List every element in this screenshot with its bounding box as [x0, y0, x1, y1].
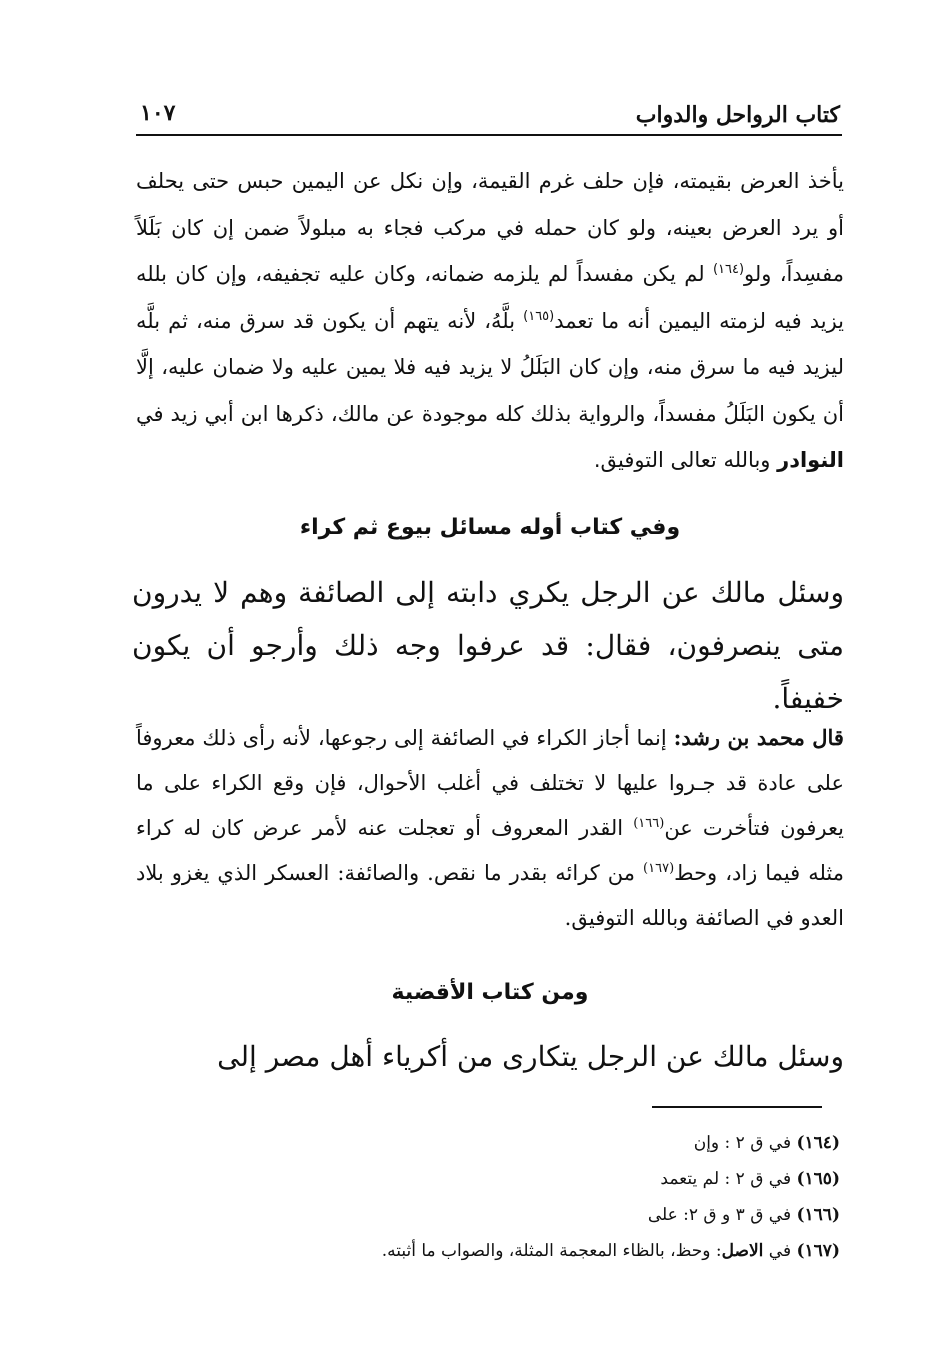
- paragraph-text: من كرائه بقدر ما نقص. والصائفة: العسكر الذي يغزو بلاد العدو في الصائفة وبالله التوفيق.: [136, 861, 844, 930]
- header-divider: [136, 134, 842, 136]
- footnotes: [120, 1125, 840, 1269]
- footnote-ref-167[interactable]: (١٦٧): [643, 861, 675, 876]
- footnote-item: [120, 1233, 840, 1269]
- paragraph-text: لم يكن مفسداً لم يلزمه ضمانه، وكان عليه تجفيفه، وإن كان بلله يزيد فيه لزمته اليمين أنه ما تعمد: [136, 262, 844, 333]
- footnote-text: في ق ٢ : لم يتعمد: [660, 1169, 792, 1189]
- footnote-item: [120, 1197, 840, 1233]
- footnote-divider: [652, 1106, 822, 1108]
- quoted-question: وسئل مالك عن الرجل يكري دابته إلى الصائفة وهم لا يدرون متى ينصرفون، فقال: قد عرفوا وجه ذلك وأرجو أن يكون خفيفاً.: [132, 576, 844, 715]
- commentary-paragraph: [136, 715, 844, 941]
- quoted-question: وسئل مالك عن الرجل يتكارى من أكرياء أهل مصر إلى: [217, 1040, 844, 1073]
- paragraph-text: بلَّهُ، لأنه يتهم أن يكون قد سرق منه، ثم بلَّه ليزيد فيه ما سرق منه، وإن كان البَلَلُ لا يزيد فيه فلا يمين عليه ولا ضمان عليه، إلَّا أن يكون البَلَلُ مفسداً، والرواية بذلك كله موجودة عن مالك، ذكرها ابن أبي زيد في: [136, 308, 844, 426]
- section-heading: وفي كتاب أوله مسائل بيوع ثم كراء: [299, 515, 681, 540]
- footnote-number: (١٦٤): [796, 1133, 840, 1153]
- page-header: [138, 96, 840, 136]
- running-title: كتاب الرواحل والدواب: [635, 102, 840, 128]
- footnote-text: : وحظ، بالظاء المعجمة المثلة، والصواب ما أثبته.: [381, 1241, 722, 1261]
- footnote-number: (١٦٥): [796, 1169, 840, 1189]
- footnote-number: (١٦٦): [796, 1205, 840, 1225]
- footnote-text: في: [763, 1241, 792, 1261]
- footnote-source: الاصل: [721, 1241, 764, 1261]
- footnote-item: [120, 1125, 840, 1161]
- paragraph-opening: [136, 158, 844, 484]
- paragraph-text: وبالله تعالى التوفيق.: [593, 448, 778, 472]
- section-heading: ومن كتاب الأقضية: [391, 980, 589, 1005]
- footnote-ref-164[interactable]: (١٦٤): [712, 262, 745, 277]
- footnote-number: (١٦٧): [796, 1241, 840, 1261]
- page-number: ١٠٧: [140, 100, 176, 126]
- footnote-text: في ق ٣ و ق ٢: على: [647, 1205, 792, 1225]
- paragraph-text: إنما أجاز الكراء في الصائفة إلى رجوعها، لأنه رأى ذلك معروفاً على عادة قد جـروا عليها لا تختلف في أغلب الأحوال، فإن وقع الكراء على ما يعرفون فتأخرت عن: [136, 726, 844, 840]
- footnote-ref-165[interactable]: (١٦٥): [523, 308, 555, 324]
- paragraph-text: يأخذ العرض بقيمته، فإن حلف غرم القيمة، وإن نكل عن اليمين حبس حتى يحلف أو يرد العرض بعينه، ولو كان حمله في مركب فجاء به مبلولاً ضمن إن كان بَلَلاً مفسِداً، ولو: [136, 169, 844, 286]
- book-reference: النوادر: [777, 448, 844, 472]
- footnote-ref-166[interactable]: (١٦٦): [633, 816, 665, 831]
- paragraph-text: القدر المعروف أو تعجلت عنه لأمر عرض كان له كراء مثله فيما زاد، وحط: [136, 816, 844, 885]
- footnote-item: [120, 1161, 840, 1197]
- footnote-text: في ق ٢ : وإن: [693, 1133, 792, 1153]
- commentator-lead: قال محمد بن رشد:: [673, 725, 844, 750]
